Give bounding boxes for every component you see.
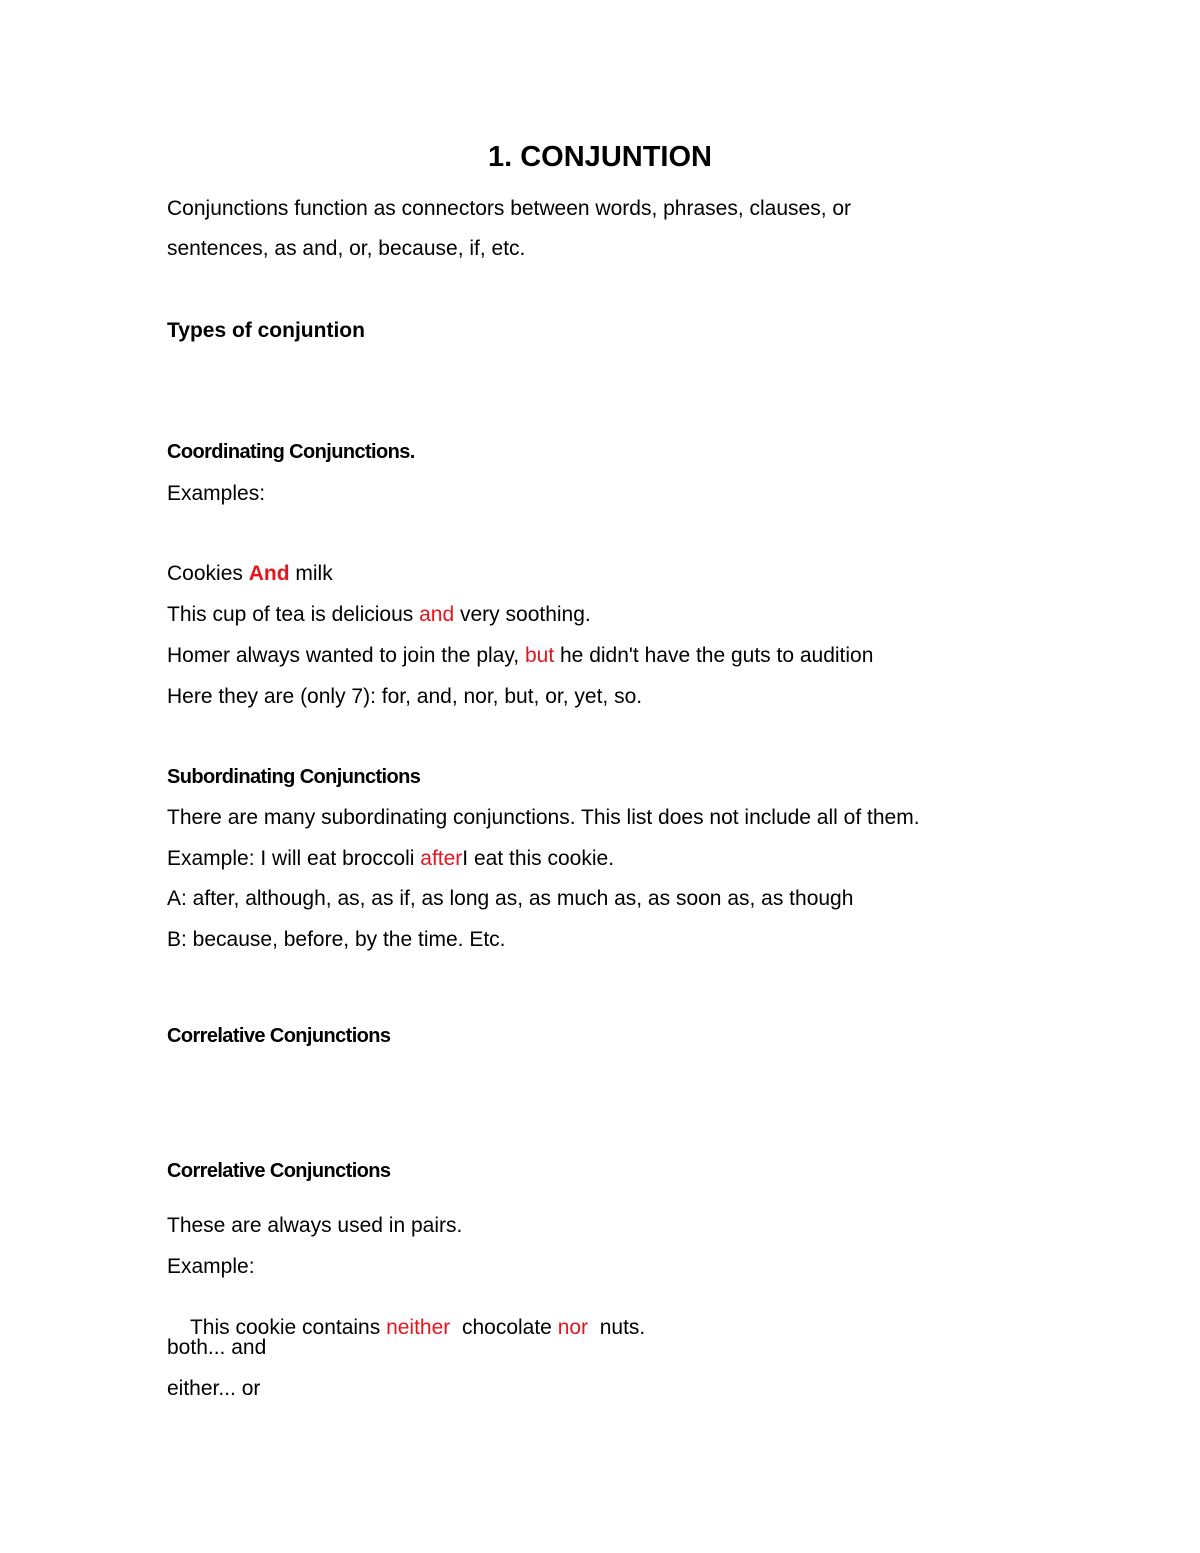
subordinating-description: There are many subordinating conjunctions. This list does not include all of them. — [167, 806, 920, 829]
highlighted-conjunction: nor — [557, 1316, 589, 1339]
example-text: chocolate — [450, 1316, 558, 1339]
example-text: he didn't have the guts to audition — [554, 644, 874, 667]
correlative-heading-2: Correlative Conjunctions — [167, 1160, 391, 1182]
page-title: 1. CONJUNTION — [488, 141, 712, 173]
correlative-description: These are always used in pairs. — [167, 1214, 463, 1237]
coordinating-examples-label: Examples: — [167, 482, 266, 505]
example-text: I eat this cookie. — [462, 847, 615, 870]
intro-line-1: Conjunctions function as connectors between words, phrases, clauses, or — [167, 197, 852, 220]
correlative-example-label: Example: — [167, 1255, 255, 1278]
intro-line-2: sentences, as and, or, because, if, etc. — [167, 237, 526, 260]
coordinating-example-2 — [167, 604, 591, 625]
subordinating-a-list: A: after, although, as, as if, as long as, as much as, as soon as, as though — [167, 887, 854, 910]
correlative-pair-2: either... or — [167, 1377, 261, 1400]
example-text: Example: I will eat broccoli — [167, 847, 421, 870]
subordinating-example — [167, 848, 614, 869]
coordinating-list: Here they are (only 7): for, and, nor, but, or, yet, so. — [167, 685, 643, 708]
correlative-pair-1: both... and — [167, 1336, 267, 1359]
highlighted-conjunction: And — [248, 562, 290, 585]
highlighted-conjunction: but — [524, 644, 555, 667]
example-text: Homer always wanted to join the play, — [167, 644, 525, 667]
example-text: nuts. — [588, 1316, 646, 1339]
example-text: milk — [289, 562, 333, 585]
highlighted-conjunction: neither — [386, 1316, 451, 1339]
example-text: This cookie contains — [189, 1316, 387, 1339]
example-text: Cookies — [167, 562, 249, 585]
highlighted-conjunction: after — [420, 847, 463, 870]
correlative-heading-1: Correlative Conjunctions — [167, 1025, 391, 1047]
example-text: This cup of tea is delicious — [167, 603, 420, 626]
coordinating-example-1 — [167, 563, 333, 584]
coordinating-heading: Coordinating Conjunctions. — [167, 441, 415, 463]
example-text: very soothing. — [454, 603, 591, 626]
highlighted-conjunction: and — [419, 603, 455, 626]
types-heading: Types of conjuntion — [167, 319, 365, 342]
subordinating-b-list: B: because, before, by the time. Etc. — [167, 928, 506, 951]
coordinating-example-3 — [167, 645, 873, 666]
subordinating-heading: Subordinating Conjunctions — [167, 766, 421, 788]
